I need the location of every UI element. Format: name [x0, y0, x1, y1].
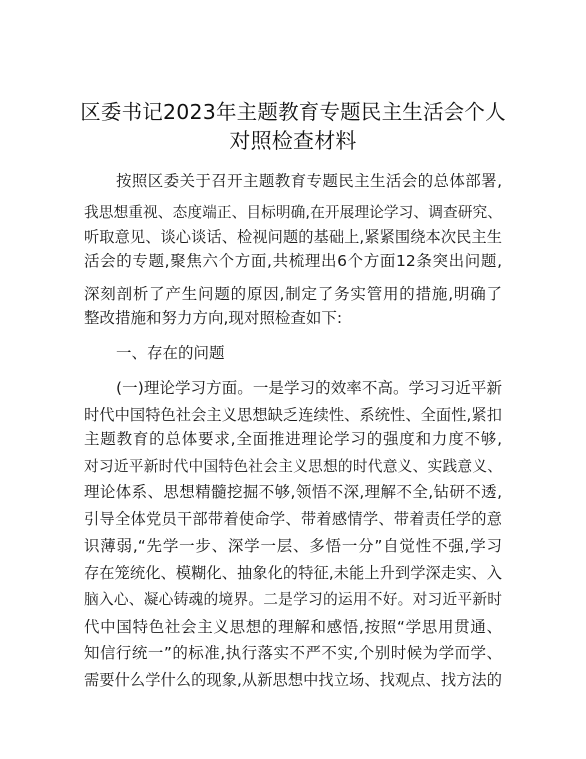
- paragraph-1-line: 活会的专题,聚焦六个方面,共梳理出6个方面12条突出问题,: [84, 252, 502, 270]
- paragraph-1-line: 按照区委关于召开主题教育专题民主生活会的总体部署,: [116, 172, 502, 190]
- paragraph-2-line: 存在笼统化、模糊化、抽象化的特征,未能上升到学深走实、入: [84, 564, 502, 582]
- paragraph-1-line: 整改措施和努力方向,现对照检查如下:: [84, 309, 343, 327]
- paragraph-2-line: 理论体系、思想精髓挖掘不够,领悟不深,理解不全,钻研不透,: [84, 483, 502, 501]
- paragraph-2-line: 识薄弱,“先学一步、深学一层、多悟一分”自觉性不强,学习: [84, 537, 502, 555]
- paragraph-2-line: 主题教育的总体要求,全面推进理论学习的强度和力度不够,: [84, 430, 502, 448]
- paragraph-1-line: 深刻剖析了产生问题的原因,制定了务实管用的措施,明确了: [84, 285, 502, 303]
- paragraph-2-line: 脑入心、凝心铸魂的境界。二是学习的运用不好。对习近平新时: [84, 591, 502, 608]
- paragraph-2-line: 时代中国特色社会主义思想缺乏连续性、系统性、全面性,紧扣: [84, 406, 502, 424]
- paragraph-2-line: 需要什么学什么的现象,从新思想中找立场、找观点、找方法的: [84, 671, 502, 689]
- paragraph-2-line: (一)理论学习方面。一是学习的效率不高。学习习近平新: [116, 379, 502, 397]
- paragraph-2-line: 对习近平新时代中国特色社会主义思想的时代意义、实践意义、: [84, 458, 502, 475]
- section-heading: 一、存在的问题: [116, 344, 225, 362]
- paragraph-2-line: 代中国特色社会主义思想的理解和感悟,按照“学思用贯通、: [84, 618, 502, 636]
- paragraph-2-line: 引导全体党员干部带着使命学、带着感情学、带着责任学的意: [84, 510, 502, 528]
- paragraph-2-line: 知信行统一”的标准,执行落实不严不实,个别时候为学而学、: [84, 644, 502, 662]
- document-title-line-1: 区委书记2023年主题教育专题民主生活会个人: [80, 100, 506, 124]
- paragraph-1-line: 我思想重视、态度端正、目标明确,在开展理论学习、调查研究、: [84, 204, 502, 221]
- paragraph-1-line: 听取意见、谈心谈话、检视问题的基础上,紧紧围绕本次民主生: [84, 228, 502, 246]
- document-title-line-2: 对照检查材料: [229, 129, 357, 153]
